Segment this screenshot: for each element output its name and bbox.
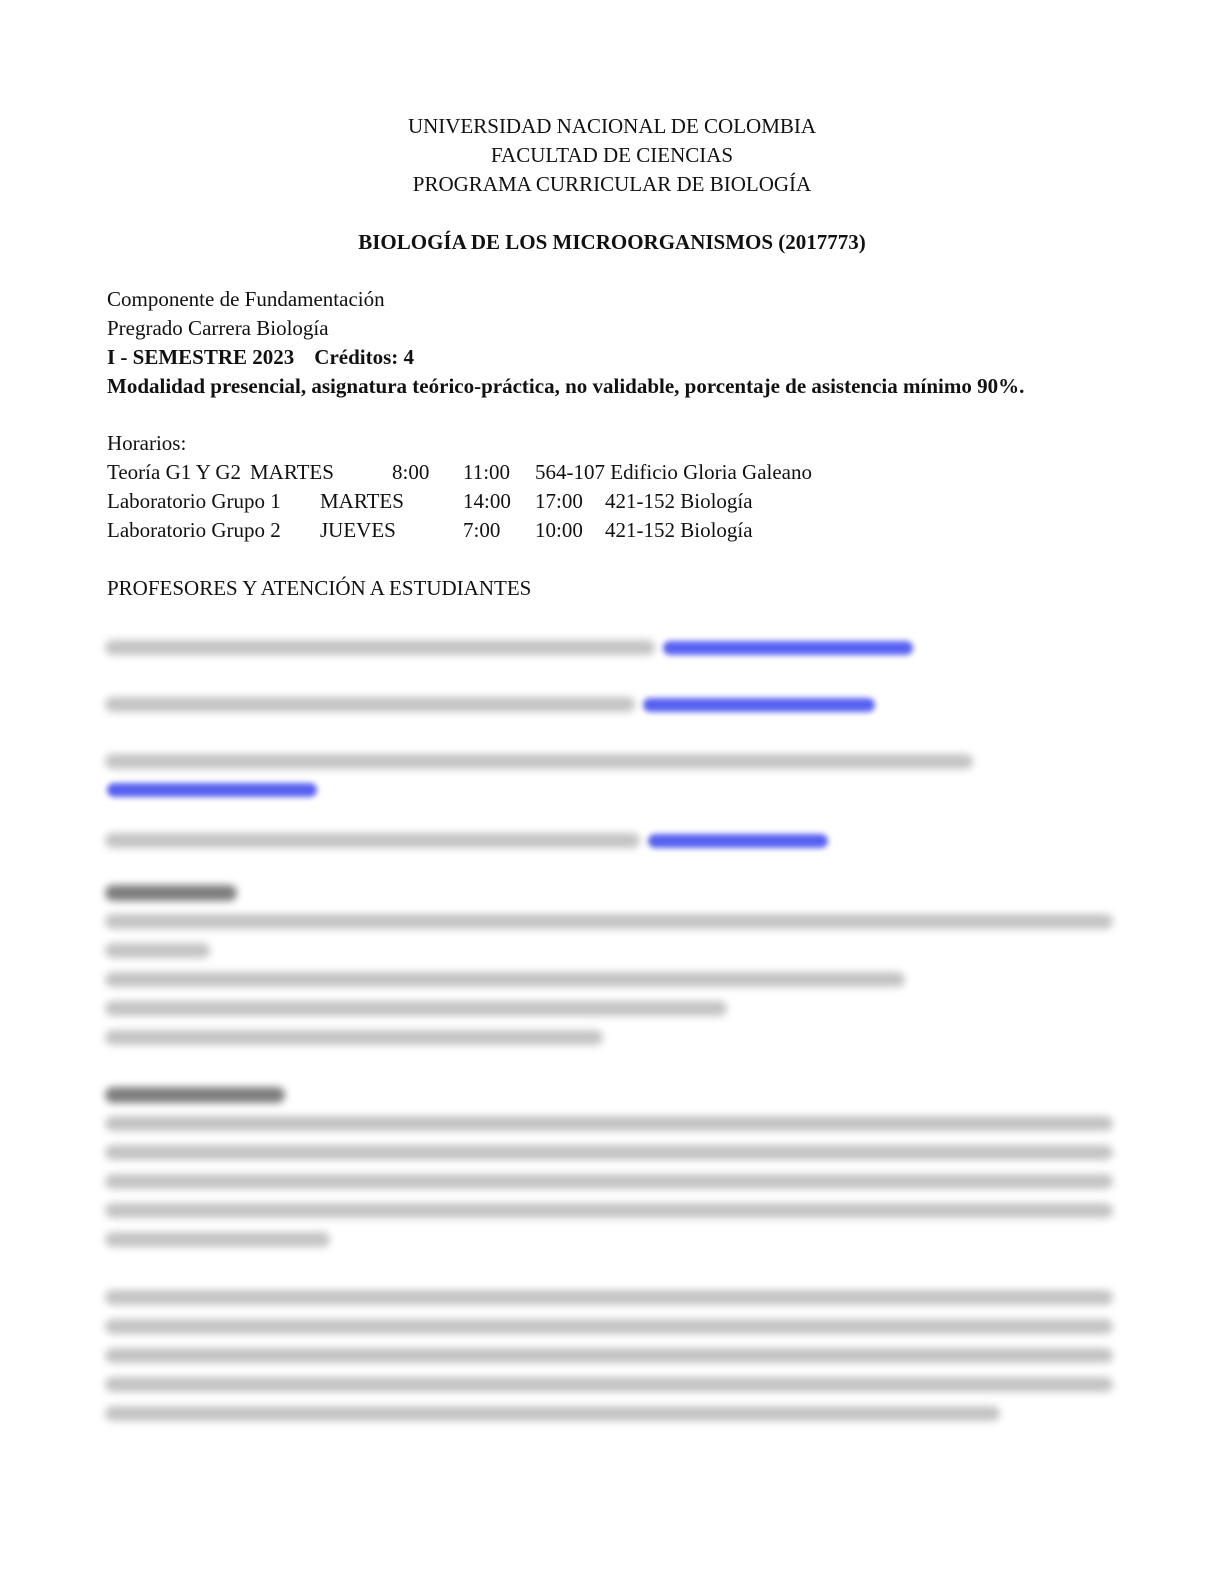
redacted-text: [105, 1145, 1113, 1160]
redacted-text: [105, 914, 1113, 929]
redacted-email-link[interactable]: [643, 698, 875, 712]
redacted-email-link[interactable]: [648, 834, 828, 848]
course-title: BIOLOGÍA DE LOS MICROORGANISMOS (2017773): [358, 230, 866, 254]
schedule-group: Laboratorio Grupo 1: [107, 489, 281, 513]
schedule-place: 564-107 Edificio Gloria Galeano: [535, 460, 812, 484]
professors-heading: PROFESORES Y ATENCIÓN A ESTUDIANTES: [107, 576, 532, 600]
course-modality: Modalidad presencial, asignatura teórico-práctica, no validable, porcentaje de asistencia mínimo 90%.: [107, 374, 1025, 398]
redacted-text: [105, 1290, 1113, 1305]
schedule-label: Horarios:: [107, 431, 187, 455]
redacted-text: [105, 1116, 1113, 1131]
redacted-text: [105, 697, 635, 712]
schedule-day: MARTES: [250, 460, 334, 484]
course-career: Pregrado Carrera Biología: [107, 316, 329, 340]
redacted-text: [105, 1030, 603, 1045]
redacted-text: [105, 1174, 1113, 1189]
schedule-end: 10:00: [535, 518, 583, 542]
redacted-text: [105, 1232, 330, 1247]
schedule-group: Laboratorio Grupo 2: [107, 518, 281, 542]
schedule-place: 421-152 Biología: [605, 489, 753, 513]
redacted-text: [105, 1348, 1113, 1363]
redacted-text: [105, 972, 905, 987]
credits-label: Créditos: 4: [314, 345, 415, 369]
redacted-heading: [105, 885, 237, 901]
redacted-email-link[interactable]: [107, 783, 317, 797]
redacted-text: [105, 1377, 1113, 1392]
redacted-text: [105, 1001, 727, 1016]
redacted-text: [105, 833, 640, 848]
course-component: Componente de Fundamentación: [107, 287, 385, 311]
redacted-text: [105, 754, 973, 769]
program-name: PROGRAMA CURRICULAR DE BIOLOGÍA: [412, 172, 812, 196]
schedule-group: Teoría G1 Y G2: [107, 460, 242, 484]
redacted-text: [105, 1319, 1113, 1334]
schedule-day: MARTES: [320, 489, 404, 513]
schedule-end: 11:00: [463, 460, 511, 484]
university-name: UNIVERSIDAD NACIONAL DE COLOMBIA: [407, 114, 817, 138]
redacted-text: [105, 1203, 1113, 1218]
schedule-start: 8:00: [392, 460, 430, 484]
redacted-text: [105, 943, 210, 958]
schedule-start: 7:00: [463, 518, 501, 542]
redacted-heading: [105, 1087, 285, 1103]
faculty-name: FACULTAD DE CIENCIAS: [490, 143, 734, 167]
schedule-day: JUEVES: [320, 518, 396, 542]
semester-label: I - SEMESTRE 2023: [107, 345, 295, 369]
redacted-email-link[interactable]: [663, 641, 913, 655]
semester-credits: [107, 343, 414, 372]
redacted-text: [105, 1406, 1000, 1421]
schedule-end: 17:00: [535, 489, 583, 513]
schedule-start: 14:00: [463, 489, 511, 513]
redacted-text: [105, 640, 655, 655]
schedule-place: 421-152 Biología: [605, 518, 753, 542]
